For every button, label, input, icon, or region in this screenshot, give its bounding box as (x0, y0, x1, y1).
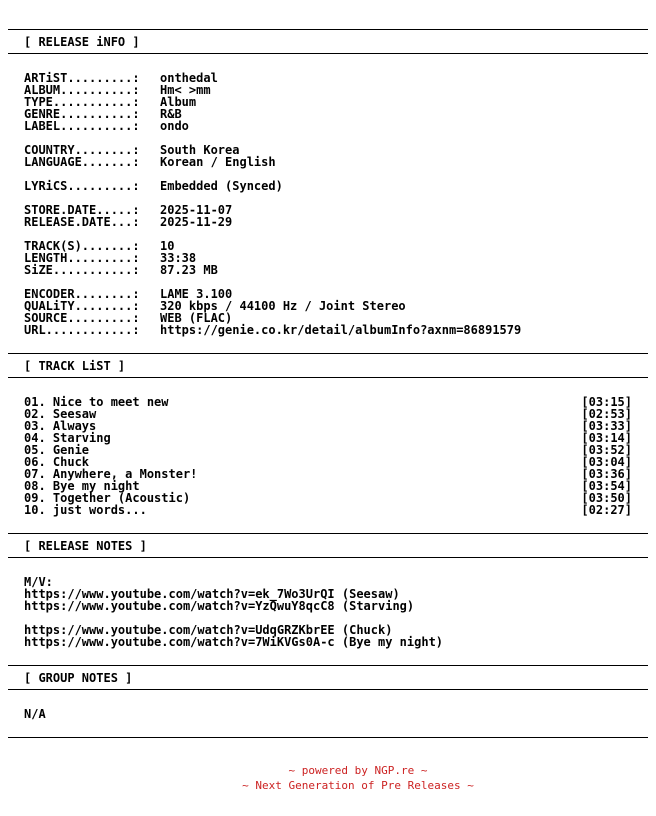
mv-link[interactable]: https://www.youtube.com/watch?v=UdqGRZKbrEE (Chuck) (24, 623, 393, 637)
field-country: COUNTRY........: South Korea (24, 143, 240, 157)
field-url: URL............: https://genie.co.kr/detail/albumInfo?axnm=86891579 (24, 323, 522, 337)
field-encoder: ENCODER........: LAME 3.100 (24, 287, 233, 301)
url-link[interactable]: https://genie.co.kr/detail/albumInfo?axnm=86891579 (160, 323, 522, 337)
divider (8, 737, 648, 738)
field-label: LABEL..........: ondo (24, 119, 189, 133)
divider (8, 29, 648, 30)
section-header-group-notes: [ GROUP NOTES ] (24, 671, 133, 685)
footer-tagline: ~ Next Generation of Pre Releases ~ (242, 779, 474, 792)
field-lyrics: LYRiCS.........: Embedded (Synced) (24, 179, 283, 193)
mv-label: M/V: (24, 575, 53, 589)
track-title: 05. Genie (24, 443, 90, 457)
track-row (24, 408, 632, 420)
track-row (24, 432, 632, 444)
divider (8, 353, 648, 354)
track-title: 01. Nice to meet new (24, 395, 169, 409)
track-duration: [03:33] (581, 419, 632, 433)
track-duration: [03:15] (581, 395, 632, 409)
track-title: 09. Together (Acoustic) (24, 491, 191, 505)
track-duration: [03:54] (581, 479, 632, 493)
track-title: 04. Starving (24, 431, 111, 445)
divider (8, 377, 648, 378)
track-row (24, 444, 632, 456)
field-language: LANGUAGE.......: Korean / English (24, 155, 276, 169)
track-row (24, 504, 632, 516)
divider (8, 665, 648, 666)
mv-link[interactable]: https://www.youtube.com/watch?v=YzQwuY8qcC8 (Starving) (24, 599, 415, 613)
field-album: ALBUM..........: Hm< >mm (24, 83, 211, 97)
field-release-date: RELEASE.DATE...: 2025-11-29 (24, 215, 233, 229)
mv-link[interactable]: https://www.youtube.com/watch?v=ek_7Wo3UrQI (Seesaw) (24, 587, 400, 601)
track-row (24, 396, 632, 408)
divider (8, 533, 648, 534)
track-duration: [03:50] (581, 491, 632, 505)
track-duration: [02:53] (581, 407, 632, 421)
track-title: 03. Always (24, 419, 97, 433)
track-duration: [03:04] (581, 455, 632, 469)
mv-link[interactable]: https://www.youtube.com/watch?v=7WiKVGs0A-c (Bye my night) (24, 635, 444, 649)
field-quality: QUALiTY........: 320 kbps / 44100 Hz / Joint Stereo (24, 299, 406, 313)
track-title: 08. Bye my night (24, 479, 140, 493)
track-title: 06. Chuck (24, 455, 90, 469)
track-duration: [03:14] (581, 431, 632, 445)
footer-powered-by: ~ powered by NGP.re ~ (288, 764, 428, 777)
field-artist: ARTiST.........: onthedal (24, 71, 218, 85)
track-duration: [02:27] (581, 503, 632, 517)
track-title: 10. just words... (24, 503, 147, 517)
track-duration: [03:36] (581, 467, 632, 481)
track-title: 07. Anywhere, a Monster! (24, 467, 198, 481)
field-length: LENGTH.........: 33:38 (24, 251, 197, 265)
group-notes-text: N/A (24, 707, 46, 721)
divider (8, 557, 648, 558)
track-title: 02. Seesaw (24, 407, 97, 421)
track-duration: [03:52] (581, 443, 632, 457)
field-type: TYPE...........: Album (24, 95, 197, 109)
section-header-release-info: [ RELEASE iNFO ] (24, 35, 140, 49)
field-genre: GENRE..........: R&B (24, 107, 182, 121)
field-source: SOURCE.........: WEB (FLAC) (24, 311, 233, 325)
field-size: SiZE...........: 87.23 MB (24, 263, 218, 277)
divider (8, 53, 648, 54)
section-header-track-list: [ TRACK LiST ] (24, 359, 126, 373)
section-header-release-notes: [ RELEASE NOTES ] (24, 539, 147, 553)
field-store-date: STORE.DATE.....: 2025-11-07 (24, 203, 233, 217)
track-row (24, 420, 632, 432)
divider (8, 689, 648, 690)
field-tracks: TRACK(S).......: 10 (24, 239, 175, 253)
